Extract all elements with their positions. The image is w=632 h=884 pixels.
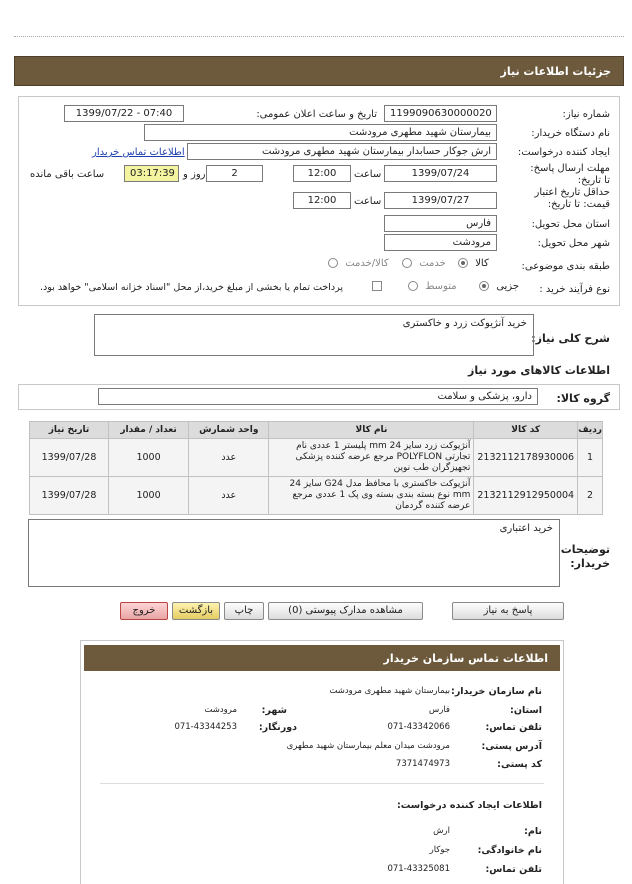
cell-name: آنژیوکت خاکستری با محافظ مدل G24 سایز 24 mm نوع بسته بندی بسته وی پک 1 عددی مرجع عرضه کننده گردمان bbox=[269, 477, 474, 515]
days-label: روز و bbox=[183, 169, 206, 180]
time-left-field: 03:17:39 bbox=[124, 165, 179, 182]
need-number-field: 1199090630000020 bbox=[384, 105, 497, 122]
category-label: طبقه بندی موضوعی: bbox=[521, 261, 610, 272]
contact-province-value: فارس bbox=[428, 705, 450, 715]
price-time-field: 12:00 bbox=[293, 192, 351, 209]
col-header-row: ردیف bbox=[578, 422, 603, 439]
creator-label: ایجاد کننده درخواست: bbox=[517, 147, 610, 158]
announce-field: 1399/07/22 - 07:40 bbox=[64, 105, 184, 122]
col-header-name: نام کالا bbox=[269, 422, 474, 439]
deadline-label: مهلت ارسال پاسخ: تا تاریخ: bbox=[530, 163, 610, 186]
summary-label: شرح کلی نیاز: bbox=[531, 332, 610, 345]
goods-group-label: گروه کالا: bbox=[556, 392, 610, 405]
process-medium-label: متوسط bbox=[425, 281, 457, 292]
summary-textarea: خرید آنژیوکت زرد و خاکستری bbox=[94, 314, 534, 356]
announce-label: تاریخ و ساعت اعلان عمومی: bbox=[256, 109, 377, 120]
col-header-unit: واحد شمارش bbox=[189, 422, 269, 439]
contact-phone-value: 071-43342066 bbox=[387, 722, 450, 732]
print-button[interactable]: چاپ bbox=[224, 602, 264, 620]
category-service-option[interactable] bbox=[402, 258, 446, 269]
contact-header-bar bbox=[84, 645, 560, 671]
contact-org-value: بیمارستان شهید مطهری مرودشت bbox=[329, 686, 450, 696]
contact-info-link[interactable]: اطلاعات تماس خریدار bbox=[92, 147, 185, 158]
top-divider bbox=[14, 36, 624, 42]
process-partial-label: جزیی bbox=[496, 281, 520, 292]
price-date-field: 1399/07/27 bbox=[384, 192, 497, 209]
category-goods-service-label: کالا/خدمت bbox=[345, 258, 389, 269]
exit-button[interactable]: خروج bbox=[120, 602, 168, 620]
col-header-qty: تعداد / مقدار bbox=[109, 422, 189, 439]
cell-name: آنژیوکت زرد سایز 24 mm پلیستر 1 عددی نام تجارتی POLYFLON مرجع عرضه کننده پزشکی تجهیزگران طب نوین bbox=[269, 439, 474, 477]
goods-group-field: دارو، پزشکی و سلامت bbox=[98, 388, 538, 405]
table-row bbox=[30, 477, 603, 515]
province-label: استان محل تحویل: bbox=[531, 219, 610, 230]
buyer-notes-textarea: خرید اعتباری bbox=[28, 519, 560, 587]
cell-date: 1399/07/28 bbox=[30, 439, 109, 477]
contact-phone-label: تلفن تماس: bbox=[485, 722, 542, 733]
cell-row: 1 bbox=[578, 439, 603, 477]
contact-title: اطلاعات تماس سازمان خریدار bbox=[383, 652, 548, 665]
creator-family-value: جوکار bbox=[429, 845, 450, 855]
buyer-org-label: نام دستگاه خریدار: bbox=[531, 128, 610, 139]
cell-qty: 1000 bbox=[109, 439, 189, 477]
reply-button[interactable]: پاسخ به نیاز bbox=[452, 602, 564, 620]
col-header-date: تاریخ نیاز bbox=[30, 422, 109, 439]
cell-date: 1399/07/28 bbox=[30, 477, 109, 515]
creator-field: ارش جوکار حسابدار بیمارستان شهید مطهری مرودشت bbox=[187, 143, 497, 160]
process-medium-radio[interactable] bbox=[408, 281, 418, 291]
table-header-row bbox=[30, 422, 603, 439]
contact-divider bbox=[100, 783, 544, 784]
city-label: شهر محل تحویل: bbox=[537, 238, 610, 249]
category-goods-service-radio[interactable] bbox=[328, 258, 338, 268]
contact-address-label: آدرس پستی: bbox=[481, 741, 542, 752]
creator-name-value: ارش bbox=[433, 826, 450, 836]
cell-row: 2 bbox=[578, 477, 603, 515]
creator-phone-value: 071-43325081 bbox=[387, 864, 450, 874]
remaining-label: ساعت باقی مانده bbox=[30, 169, 105, 180]
buyer-org-field: بیمارستان شهید مطهری مرودشت bbox=[144, 124, 497, 141]
city-field: مرودشت bbox=[384, 234, 497, 251]
need-number-label: شماره نیاز: bbox=[562, 109, 610, 120]
buyer-notes-label: توضیحات خریدار: bbox=[560, 543, 610, 570]
page-title: جزئیات اطلاعات نیاز bbox=[500, 65, 611, 78]
contact-province-label: استان: bbox=[510, 705, 542, 716]
contact-org-label: نام سازمان خریدار: bbox=[451, 686, 542, 697]
contact-fax-value: 071-43344253 bbox=[174, 722, 237, 732]
category-goods-service-option[interactable] bbox=[328, 258, 389, 269]
price-time-label: ساعت bbox=[354, 196, 382, 207]
contact-postal-value: 7371474973 bbox=[395, 759, 450, 769]
category-goods-radio[interactable] bbox=[458, 258, 468, 268]
cell-code: 2132112912950004 bbox=[474, 477, 578, 515]
cell-unit: عدد bbox=[189, 439, 269, 477]
col-header-code: کد کالا bbox=[474, 422, 578, 439]
payment-note: پرداخت تمام یا بخشی از مبلغ خرید،از محل "اسناد خزانه اسلامی" خواهد بود. bbox=[40, 282, 343, 293]
creator-phone-label: تلفن تماس: bbox=[485, 864, 542, 875]
contact-city-value: مرودشت bbox=[204, 705, 237, 715]
deadline-time-field: 12:00 bbox=[293, 165, 351, 182]
goods-info-title: اطلاعات کالاهای مورد نیاز bbox=[468, 364, 610, 377]
cell-unit: عدد bbox=[189, 477, 269, 515]
contact-fax-label: دورنگار: bbox=[258, 722, 297, 733]
creator-info-title: اطلاعات ایجاد کننده درخواست: bbox=[396, 800, 542, 811]
process-partial-radio[interactable] bbox=[479, 281, 489, 291]
treasury-checkbox[interactable] bbox=[372, 281, 382, 291]
contact-city-label: شهر: bbox=[261, 705, 287, 716]
province-field: فارس bbox=[384, 215, 497, 232]
goods-table bbox=[29, 421, 603, 515]
page-header-bar bbox=[14, 56, 624, 86]
creator-name-label: نام: bbox=[524, 826, 542, 837]
category-goods-label: کالا bbox=[475, 258, 489, 269]
cell-code: 2132112178930006 bbox=[474, 439, 578, 477]
deadline-date-field: 1399/07/24 bbox=[384, 165, 497, 182]
cell-qty: 1000 bbox=[109, 477, 189, 515]
price-validity-label: حداقل تاریخ اعتبار قیمت: تا تاریخ: bbox=[534, 187, 610, 210]
contact-address-value: مرودشت میدان معلم بیمارستان شهید مطهری bbox=[286, 741, 450, 751]
creator-family-label: نام خانوادگی: bbox=[477, 845, 542, 856]
process-label: نوع فرآیند خرید : bbox=[539, 284, 610, 295]
back-button[interactable]: بازگشت bbox=[172, 602, 220, 620]
category-service-radio[interactable] bbox=[402, 258, 412, 268]
category-service-label: خدمت bbox=[419, 258, 446, 269]
category-goods-option[interactable] bbox=[458, 258, 489, 269]
deadline-time-label: ساعت bbox=[354, 169, 382, 180]
process-medium-option[interactable] bbox=[408, 281, 457, 292]
process-partial-option[interactable] bbox=[479, 281, 519, 292]
table-row bbox=[30, 439, 603, 477]
contact-postal-label: کد پستی: bbox=[497, 759, 542, 770]
attachments-button[interactable]: مشاهده مدارک پیوستی (0) bbox=[268, 602, 423, 620]
days-left-field: 2 bbox=[206, 165, 263, 182]
